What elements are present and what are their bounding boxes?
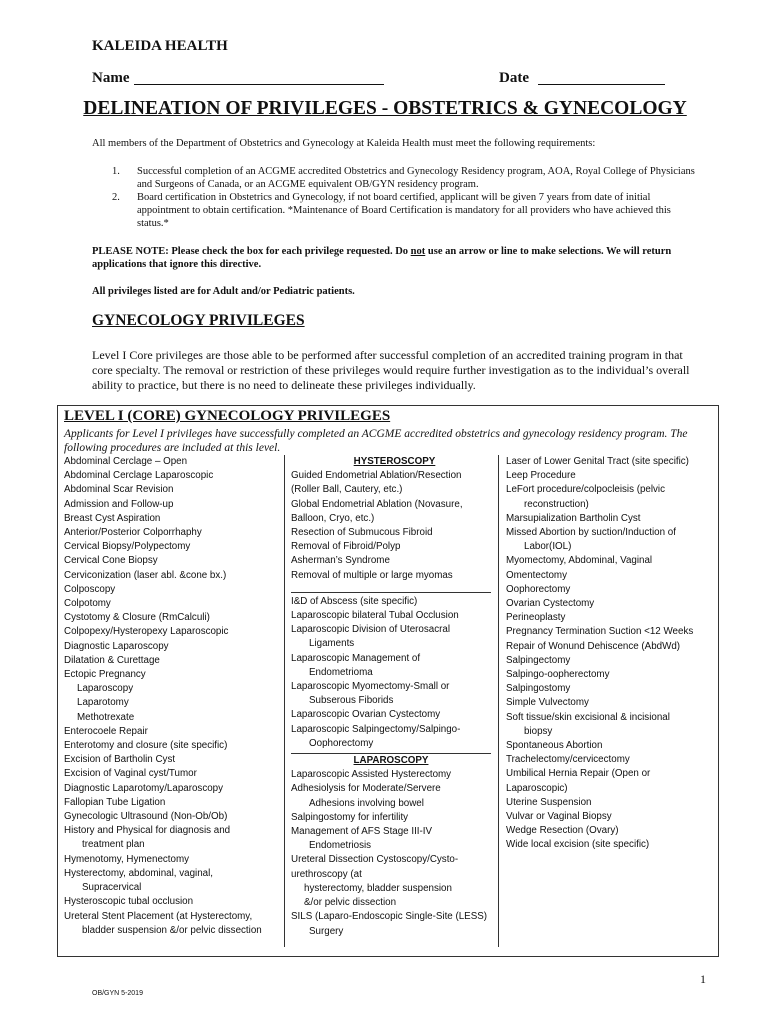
procedure-item-continued: Adhesions involving bowel [309, 797, 424, 809]
procedure-item-continued: Endometriosis [309, 840, 372, 852]
procedure-item: History and Physical for diagnosis and [64, 825, 231, 837]
procedure-item: Colposcopy [64, 583, 116, 595]
page-title: DELINEATION OF PRIVILEGES - OBSTETRICS & GYNECOLOGY [83, 98, 687, 119]
procedure-item: urethroscopy (at [291, 868, 362, 880]
level1-subtitle: Applicants for Level I privileges have successfully completed an ACGME accredited obstetrics and gynecology residency program. The following procedures are included at this level. [64, 428, 688, 454]
procedure-column-1 [64, 455, 284, 938]
procedure-item: Cervical Biopsy/Polypectomy [64, 541, 191, 553]
adult-pediatric-note: All privileges listed are for Adult and/or Pediatric patients. [92, 286, 355, 297]
procedure-item: Laparoscopic) [506, 782, 568, 794]
procedure-item: Ovarian Cystectomy [506, 598, 595, 610]
note-emphasis: not [410, 246, 426, 257]
procedure-item: Ectopic Pregnancy [64, 669, 146, 681]
procedure-item: Admission and Follow-up [64, 498, 174, 510]
procedure-item: Salpingostomy [506, 683, 571, 695]
procedure-item: Diagnostic Laparotomy/Laparoscopy [64, 782, 224, 794]
procedure-subitem: Methotrexate [77, 711, 135, 723]
gynecology-heading: GYNECOLOGY PRIVILEGES [92, 312, 305, 329]
procedure-item-continued: biopsy [524, 725, 553, 737]
procedure-item: Laparoscopic bilateral Tubal Occlusion [291, 610, 459, 622]
procedure-item: Fallopian Tube Ligation [64, 796, 166, 808]
procedure-item: Balloon, Cryo, etc.) [291, 512, 375, 524]
procedure-item: Trachelectomy/cervicectomy [506, 754, 630, 766]
requirement-item [112, 165, 702, 191]
requirement-text: Board certification in Obstetrics and Gynecology, if not board certified, applicant will be given 7 years from date of initial appointment to obtain certification. *Maintenance of Board Certification is mandatory for all providers who have achieved this status.* [137, 192, 671, 229]
procedure-item: Wide local excision (site specific) [506, 839, 650, 851]
procedure-item: LeFort procedure/colpocleisis (pelvic [506, 484, 665, 496]
procedure-item-continued: &/or pelvic dissection [304, 897, 397, 909]
footer-code: OB/GYN 5-2019 [92, 990, 143, 997]
procedure-item: Repair of Wonund Dehiscence (AbdWd) [506, 640, 681, 652]
procedure-item: Laparoscopic Management of [291, 652, 421, 664]
procedure-item: Ureteral Dissection Cystoscopy/Cysto- [291, 854, 459, 866]
procedure-item: Cerviconization (laser abl. &cone bx.) [64, 569, 227, 581]
procedure-item: Enterotomy and closure (site specific) [64, 740, 228, 752]
procedure-item: Vulvar or Vaginal Biopsy [506, 811, 612, 823]
procedure-item: Salpingo-oopherectomy [506, 669, 610, 681]
procedure-subitem: Laparoscopy [77, 683, 134, 695]
requirement-text: Successful completion of an ACGME accredited Obstetrics and Gynecology Residency program, AOA, Royal College of Physicians and Surgeons of Canada, or an ACGME equivalent OB/GYN residency program. [137, 166, 695, 190]
procedure-item: Wedge Resection (Ovary) [506, 825, 619, 837]
procedure-item: Laparoscopic Ovarian Cystectomy [291, 709, 441, 721]
procedure-item: Missed Abortion by suction/Induction of [506, 527, 676, 539]
procedure-item: Oophorectomy [506, 583, 571, 595]
procedure-column-3 [506, 455, 714, 853]
procedure-item: Anterior/Posterior Colporrhaphy [64, 527, 202, 539]
procedure-item: Global Endometrial Ablation (Novasure, [291, 498, 463, 510]
requirements-list [112, 165, 702, 230]
procedure-item: Umbilical Hernia Repair (Open or [506, 768, 651, 780]
level1-description: Level I Core privileges are those able to be performed after successful completion of an accredited training program in that core specialty. The removal or restriction of these privileges would require further investigation as to the individual’s overall ability to practice, but there is no need to delineate these privileges individually. [92, 348, 690, 392]
procedure-item: Removal of Fibroid/Polyp [291, 541, 401, 553]
date-label: Date [499, 70, 529, 86]
procedure-item: Colpotomy [64, 598, 111, 610]
please-note [92, 245, 702, 271]
procedure-item: Laparoscopic Myomectomy-Small or [291, 681, 450, 693]
procedure-item: Removal of multiple or large myomas [291, 569, 453, 581]
procedure-item: Laparoscopic Assisted Hysterectomy [291, 769, 452, 781]
procedure-item: Simple Vulvectomy [506, 697, 589, 709]
procedure-item: Salpingostomy for infertility [291, 811, 409, 823]
procedure-item: Myomectomy, Abdominal, Vaginal [506, 555, 653, 567]
name-label: Name [92, 70, 130, 86]
laparoscopy-heading: LAPAROSCOPY [291, 753, 491, 768]
name-field-line[interactable] [134, 70, 384, 85]
procedure-item: Colpopexy/Hysteropexy Laparoscopic [64, 626, 229, 638]
procedure-item: Abdominal Cerclage Laparoscopic [64, 470, 214, 482]
procedure-item: Resection of Submucous Fibroid [291, 527, 433, 539]
procedure-item: Enterocoele Repair [64, 725, 148, 737]
procedure-item-continued: bladder suspension &/or pelvic dissection [82, 924, 262, 936]
page-number: 1 [700, 972, 706, 986]
procedure-item: Spontaneous Abortion [506, 740, 603, 752]
procedure-item: Salpingectomy [506, 654, 571, 666]
requirement-item [112, 191, 702, 230]
procedure-item: Soft tissue/skin excisional & incisional [506, 711, 670, 723]
procedure-item-continued: Endometrioma [309, 666, 373, 678]
procedure-item: Asherman’s Syndrome [291, 555, 390, 567]
requirements-intro: All members of the Department of Obstetrics and Gynecology at Kaleida Health must meet the following requirements: [92, 138, 596, 149]
procedure-item: Laparoscopic Salpingectomy/Salpingo- [291, 723, 461, 735]
procedure-item-continued: Labor(IOL) [524, 541, 572, 553]
procedure-item-continued: Oophorectomy [309, 737, 374, 749]
procedure-item-continued: Supracervical [82, 882, 142, 894]
procedure-item-continued: reconstruction) [524, 498, 589, 510]
procedure-item: Abdominal Scar Revision [64, 484, 174, 496]
procedure-item: Ureteral Stent Placement (at Hysterectomy, [64, 910, 253, 922]
note-text: PLEASE NOTE: Please check the box for each privilege requested. Do [92, 246, 411, 257]
procedure-item: Leep Procedure [506, 470, 576, 482]
procedure-item: Excision of Vaginal cyst/Tumor [64, 768, 197, 780]
organization-name: KALEIDA HEALTH [92, 38, 228, 54]
procedure-item: Hymenotomy, Hymenectomy [64, 853, 190, 865]
procedure-item: Uterine Suspension [506, 796, 592, 808]
procedure-item: Management of AFS Stage III-IV [291, 826, 433, 838]
requirement-number: 2. [112, 192, 120, 203]
section-divider [291, 592, 491, 593]
procedure-item: Laser of Lower Genital Tract (site specific) [506, 456, 689, 467]
hysteroscopy-heading: HYSTEROSCOPY [353, 456, 436, 467]
procedure-item: Perineoplasty [506, 612, 566, 624]
procedure-item: Guided Endometrial Ablation/Resection [291, 470, 462, 482]
procedure-item: Laparoscopic Division of Uterosacral [291, 624, 450, 636]
procedure-item: Cystotomy & Closure (RmCalculi) [64, 612, 210, 624]
procedure-item: Abdominal Cerclage – Open [64, 456, 188, 467]
procedure-column-2 [284, 455, 499, 947]
procedure-item: Gynecologic Ultrasound (Non-Ob/Ob) [64, 811, 228, 823]
procedure-item-continued: treatment plan [82, 839, 145, 851]
procedure-item: I&D of Abscess (site specific) [291, 595, 418, 607]
procedure-item: Omentectomy [506, 569, 567, 581]
procedure-item-continued: hysterectomy, bladder suspension [304, 882, 452, 894]
procedure-item-continued: Ligaments [309, 638, 355, 650]
procedure-item: Breast Cyst Aspiration [64, 512, 161, 524]
procedure-item: Diagnostic Laparoscopy [64, 640, 169, 652]
procedure-item: Hysteroscopic tubal occlusion [64, 896, 194, 908]
procedure-item: Dilatation & Curettage [64, 654, 160, 666]
procedure-item: Cervical Cone Biopsy [64, 555, 158, 567]
procedure-item: (Roller Ball, Cautery, etc.) [291, 484, 403, 496]
procedure-item-continued: Surgery [309, 925, 344, 937]
level1-privileges-box [57, 405, 719, 957]
procedure-item: SILS (Laparo-Endoscopic Single-Site (LESS) [291, 911, 488, 923]
level1-title: LEVEL I (CORE) GYNECOLOGY PRIVILEGES [64, 408, 391, 424]
procedure-item: Marsupialization Bartholin Cyst [506, 512, 641, 524]
procedure-item: Excision of Bartholin Cyst [64, 754, 176, 766]
requirement-number: 1. [112, 166, 120, 177]
note-text-end: use an arrow or line to make selections. We will return applications that ignore this directive. [92, 246, 672, 270]
procedure-item-continued: Subserous Fiborids [309, 695, 394, 707]
procedure-item: Pregnancy Termination Suction <12 Weeks [506, 626, 694, 638]
procedure-item: Adhesiolysis for Moderate/Servere [291, 783, 441, 795]
date-field-line[interactable] [538, 70, 665, 85]
procedure-item: Hysterectomy, abdominal, vaginal, [64, 867, 214, 879]
procedure-subitem: Laparotomy [77, 697, 129, 709]
